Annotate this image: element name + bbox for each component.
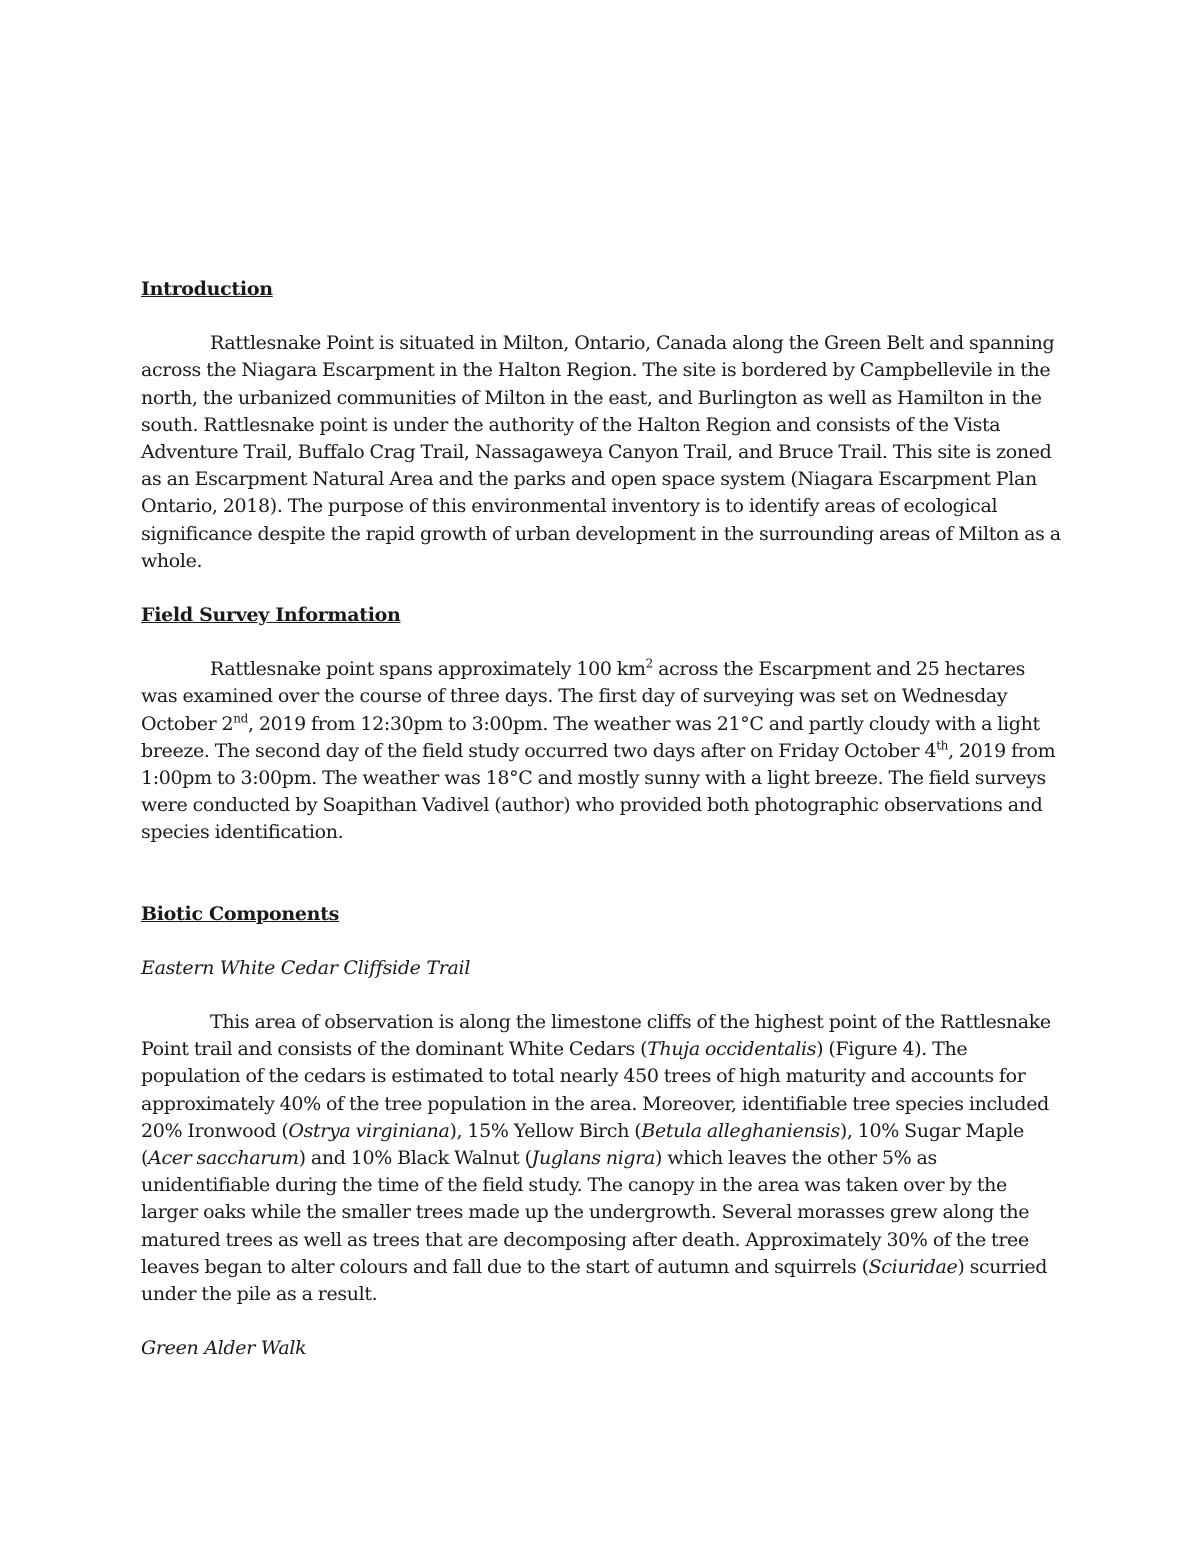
introduction-paragraph: Rattlesnake Point is situated in Milton, Ontario, Canada along the Green Belt and spanning across the Niagara Escarpment in the Halton Region. The site is bordered by Campbellevile in the north, the urbanized communities of Milton in the east, and Burlington as well as Hamilton in the south. Rattlesnake point is under the authority of the Halton Region and consists of the Vista Adventure Trail, Buffalo Crag Trail, Nassagaweya Canyon Trail, and Bruce Trail. This site is zoned as an Escarpment Natural Area and the parks and open space system (Niagara Escarpment Plan Ontario, 2018). The purpose of this environmental inventory is to identify areas of ecological significance despite the rapid growth of urban development in the surrounding areas of Milton as a whole. xyxy=(141,332,1061,572)
green-alder-subheading: Green Alder Walk xyxy=(141,1337,307,1360)
cedar-trail-paragraph: This area of observation is along the limestone cliffs of the highest point of the Rattlesnake Point trail and consists of the dominant White Cedars (Thuja occidentalis) (Figure 4). The population of the cedars is estimated to total nearly 450 trees of high maturity and accounts for approximately 40% of the tree population in the area. Moreover, identifiable tree species included 20% Ironwood (Ostrya virginiana), 15% Yellow Birch (Betula alleghaniensis), 10% Sugar Maple (Acer saccharum) and 10% Black Walnut (Juglans nigra) which leaves the other 5% as unidentifiable during the time of the field study. The canopy in the area was taken over by the larger oaks while the smaller trees made up the undergrowth. Several morasses grew along the matured trees as well as trees that are decomposing after death. Approximately 30% of the tree leaves began to alter colours and fall due to the start of autumn and squirrels (Sciuridae) scurried under the pile as a result. xyxy=(141,1011,1051,1306)
document-body xyxy=(141,276,1061,1363)
biotic-components-heading: Biotic Components xyxy=(141,902,340,925)
introduction-heading: Introduction xyxy=(141,278,273,300)
field-survey-heading: Field Survey Information xyxy=(141,604,401,627)
cedar-trail-subheading: Eastern White Cedar Cliffside Trail xyxy=(141,956,471,979)
field-survey-paragraph: Rattlesnake point spans approximately 100 $km^2$ across the Escarpment and 25 hectares was examined over the course of three days. The first day of surveying was set on Wednesday October 2nd, 2019 from 12:30pm to 3:00pm. The weather was 21°C and partly cloudy with a light breeze. The second day of the field study occurred two days after on Friday October 4th, 2019 from 1:00pm to 3:00pm. The weather was 18°C and mostly sunny with a light breeze. The field surveys were conducted by Soapithan Vadivel (author) who provided both photographic observations and species identification. xyxy=(141,656,1056,844)
